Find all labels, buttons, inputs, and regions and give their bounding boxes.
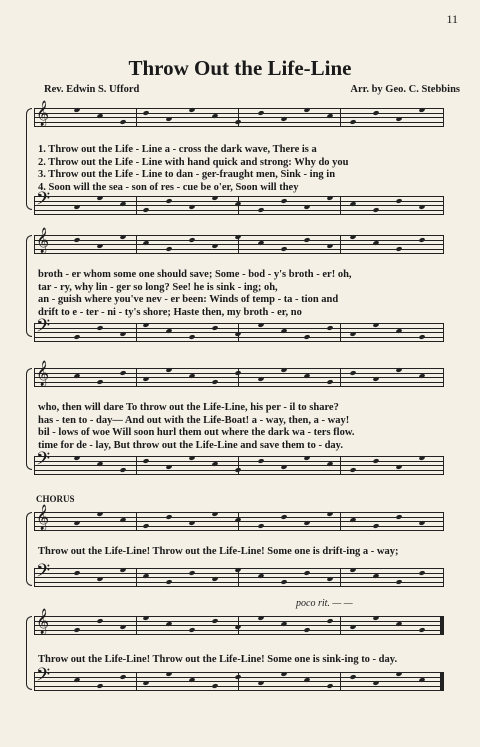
note-head bbox=[257, 110, 264, 116]
staff-line bbox=[34, 341, 444, 342]
bar-line bbox=[340, 456, 341, 474]
bar-line bbox=[136, 235, 137, 253]
note-head bbox=[349, 119, 356, 125]
note-head bbox=[234, 674, 241, 680]
note-head bbox=[326, 379, 333, 385]
note-head bbox=[165, 198, 172, 204]
bar-line bbox=[136, 568, 137, 586]
note-head bbox=[280, 198, 287, 204]
staff-line bbox=[34, 244, 444, 245]
note-head bbox=[303, 570, 310, 576]
bar-line bbox=[443, 368, 444, 386]
note-head bbox=[372, 523, 379, 529]
note-head bbox=[142, 523, 149, 529]
note-head bbox=[211, 379, 218, 385]
bar-line bbox=[443, 672, 444, 690]
staff-line bbox=[34, 386, 444, 387]
staff-line bbox=[34, 586, 444, 587]
bar-line bbox=[34, 323, 35, 341]
note-head bbox=[234, 119, 241, 125]
bar-line bbox=[340, 672, 341, 690]
lyric-line: 1. Throw out the Life - Line a - cross the dark wave, There is a bbox=[38, 144, 317, 155]
staff-line bbox=[34, 377, 444, 378]
staff-line bbox=[34, 323, 444, 324]
verse-lyrics bbox=[38, 144, 444, 194]
bar-line bbox=[34, 568, 35, 586]
staff-line bbox=[34, 686, 444, 687]
bar-line bbox=[340, 108, 341, 126]
bar-line bbox=[34, 235, 35, 253]
bar-line bbox=[34, 512, 35, 530]
lyric-line: an - guish where you've nev - er been: Winds of temp - ta - tion and bbox=[38, 294, 339, 305]
staff-line bbox=[34, 616, 444, 617]
note-head bbox=[395, 246, 402, 252]
system-brace bbox=[26, 512, 32, 586]
treble-clef-icon: 𝄞 bbox=[36, 360, 50, 385]
bass-staff bbox=[34, 560, 444, 586]
note-head bbox=[257, 207, 264, 213]
note-head bbox=[418, 677, 425, 683]
verse-lyrics bbox=[38, 402, 444, 452]
bar-line bbox=[443, 568, 444, 586]
bar-line bbox=[340, 235, 341, 253]
bar-line bbox=[34, 456, 35, 474]
note-head bbox=[142, 458, 149, 464]
staff-line bbox=[34, 368, 444, 369]
bass-clef-icon: 𝄢 bbox=[36, 448, 51, 473]
chorus-label: CHORUS bbox=[36, 494, 75, 504]
note-head bbox=[349, 517, 356, 523]
treble-staff bbox=[34, 227, 444, 253]
note-head bbox=[96, 325, 103, 331]
bar-line bbox=[136, 672, 137, 690]
bar-line bbox=[34, 196, 35, 214]
note-head bbox=[96, 113, 103, 119]
lyricist-credit: Rev. Edwin S. Ufford bbox=[44, 84, 140, 95]
staff-line bbox=[34, 456, 444, 457]
note-head bbox=[280, 579, 287, 585]
bar-line bbox=[136, 323, 137, 341]
note-head bbox=[349, 467, 356, 473]
system-brace bbox=[26, 616, 32, 690]
bar-line bbox=[443, 512, 444, 530]
note-head bbox=[395, 328, 402, 334]
staff-line bbox=[34, 461, 444, 462]
note-head bbox=[372, 110, 379, 116]
note-head bbox=[142, 573, 149, 579]
arranger-credit: Arr. by Geo. C. Stebbins bbox=[350, 84, 460, 95]
note-head bbox=[395, 198, 402, 204]
bass-clef-icon: 𝄢 bbox=[36, 560, 51, 585]
note-head bbox=[188, 677, 195, 683]
note-head bbox=[73, 334, 80, 340]
note-head bbox=[326, 461, 333, 467]
note-head bbox=[280, 246, 287, 252]
note-head bbox=[211, 325, 218, 331]
staff-line bbox=[34, 113, 444, 114]
note-head bbox=[349, 674, 356, 680]
bass-staff bbox=[34, 315, 444, 341]
system-brace bbox=[26, 108, 32, 210]
chorus-lyrics bbox=[38, 546, 444, 559]
note-head bbox=[73, 627, 80, 633]
note-head bbox=[372, 240, 379, 246]
staff-line bbox=[34, 214, 444, 215]
page-number: 11 bbox=[446, 12, 458, 26]
note-head bbox=[188, 373, 195, 379]
staff-line bbox=[34, 577, 444, 578]
note-head bbox=[303, 373, 310, 379]
note-head bbox=[96, 618, 103, 624]
treble-staff bbox=[34, 504, 444, 530]
staff-line bbox=[34, 210, 444, 211]
note-head bbox=[234, 467, 241, 473]
note-head bbox=[73, 373, 80, 379]
staff-line bbox=[34, 253, 444, 254]
bar-line bbox=[34, 368, 35, 386]
staff-line bbox=[34, 126, 444, 127]
bar-line bbox=[136, 196, 137, 214]
bar-line bbox=[340, 512, 341, 530]
lyric-line: 2. Throw out the Life - Line with hand quick and strong: Why do you bbox=[38, 156, 349, 168]
staff-line bbox=[34, 240, 444, 241]
note-head bbox=[326, 325, 333, 331]
note-head bbox=[257, 523, 264, 529]
note-head bbox=[303, 334, 310, 340]
note-head bbox=[119, 119, 126, 125]
staff-line bbox=[34, 474, 444, 475]
lyric-line: who, then will dare To throw out the Life-Line, his per - il to share? bbox=[38, 402, 339, 413]
note-head bbox=[165, 328, 172, 334]
lyric-line: bil - lows of woe Will soon hurl them out where the dark wa - ters flow. bbox=[38, 427, 355, 438]
treble-clef-icon: 𝄞 bbox=[36, 608, 50, 633]
staff-line bbox=[34, 117, 444, 118]
note-head bbox=[119, 674, 126, 680]
note-head bbox=[188, 570, 195, 576]
staff-line bbox=[34, 672, 444, 673]
note-head bbox=[280, 514, 287, 520]
hymn-title: Throw Out the Life-Line bbox=[128, 56, 352, 80]
bar-line bbox=[136, 108, 137, 126]
note-head bbox=[96, 461, 103, 467]
note-head bbox=[326, 683, 333, 689]
bar-line bbox=[443, 616, 444, 634]
staff-line bbox=[34, 634, 444, 635]
note-head bbox=[257, 573, 264, 579]
note-head bbox=[234, 517, 241, 523]
staff-line bbox=[34, 465, 444, 466]
note-head bbox=[395, 514, 402, 520]
lyric-line: Throw out the Life-Line! Throw out the Life-Line! Some one is drift-ing a - way; bbox=[38, 546, 399, 557]
note-head bbox=[142, 110, 149, 116]
lyric-line: 4. Soon will the sea - son of res - cue be o'er, Soon will they bbox=[38, 181, 299, 193]
note-head bbox=[119, 517, 126, 523]
note-head bbox=[119, 370, 126, 376]
bar-line bbox=[34, 616, 35, 634]
treble-staff bbox=[34, 608, 444, 634]
staff-line bbox=[34, 526, 444, 527]
lyric-line: has - ten to - day— And out with the Life-Boat! a - way, then, a - way! bbox=[38, 414, 350, 426]
note-head bbox=[211, 113, 218, 119]
note-head bbox=[418, 570, 425, 576]
bar-line bbox=[340, 568, 341, 586]
staff-line bbox=[34, 382, 444, 383]
note-head bbox=[349, 370, 356, 376]
note-head bbox=[395, 579, 402, 585]
treble-clef-icon: 𝄞 bbox=[36, 227, 50, 252]
note-head bbox=[303, 237, 310, 243]
staff-line bbox=[34, 108, 444, 109]
bar-line bbox=[340, 616, 341, 634]
note-head bbox=[165, 579, 172, 585]
note-head bbox=[326, 618, 333, 624]
chorus-lyrics bbox=[38, 654, 444, 667]
treble-staff bbox=[34, 360, 444, 386]
note-head bbox=[188, 334, 195, 340]
note-head bbox=[418, 373, 425, 379]
final-bar-line bbox=[440, 616, 443, 634]
final-bar-line bbox=[440, 672, 443, 690]
bar-line bbox=[34, 108, 35, 126]
bar-line bbox=[443, 196, 444, 214]
staff-line bbox=[34, 530, 444, 531]
treble-clef-icon: 𝄞 bbox=[36, 504, 50, 529]
lyric-line: tar - ry, why lin - ger so long? See! he is sink - ing; oh, bbox=[38, 281, 278, 293]
bar-line bbox=[340, 368, 341, 386]
staff-line bbox=[34, 630, 444, 631]
bar-line bbox=[443, 108, 444, 126]
note-head bbox=[418, 627, 425, 633]
bar-line bbox=[136, 512, 137, 530]
tempo-mark: poco rit. — — bbox=[296, 598, 353, 609]
note-head bbox=[211, 683, 218, 689]
note-head bbox=[73, 237, 80, 243]
staff-line bbox=[34, 196, 444, 197]
note-head bbox=[119, 201, 126, 207]
bar-line bbox=[443, 235, 444, 253]
note-head bbox=[326, 113, 333, 119]
staff-line bbox=[34, 681, 444, 682]
note-head bbox=[418, 334, 425, 340]
note-head bbox=[188, 237, 195, 243]
note-head bbox=[280, 328, 287, 334]
note-head bbox=[349, 201, 356, 207]
note-head bbox=[96, 379, 103, 385]
bar-line bbox=[443, 323, 444, 341]
system-brace bbox=[26, 235, 32, 337]
note-head bbox=[303, 627, 310, 633]
note-head bbox=[257, 240, 264, 246]
system-brace bbox=[26, 368, 32, 470]
lyric-line: 3. Throw out the Life - Line to dan - ger-fraught men, Sink - ing in bbox=[38, 169, 336, 180]
note-head bbox=[303, 677, 310, 683]
bass-clef-icon: 𝄢 bbox=[36, 188, 51, 213]
treble-clef-icon: 𝄞 bbox=[36, 100, 50, 125]
note-head bbox=[73, 570, 80, 576]
treble-staff bbox=[34, 100, 444, 126]
bass-staff bbox=[34, 188, 444, 214]
note-head bbox=[418, 237, 425, 243]
bar-line bbox=[340, 196, 341, 214]
lyric-line: time for de - lay, But throw out the Life-Line and save them to - day. bbox=[38, 439, 343, 451]
verse-lyrics bbox=[38, 269, 444, 319]
lyric-line: broth - er whom some one should save; Some - bod - y's broth - er! oh, bbox=[38, 269, 352, 280]
note-head bbox=[372, 458, 379, 464]
bar-line bbox=[443, 456, 444, 474]
note-head bbox=[188, 627, 195, 633]
note-head bbox=[257, 458, 264, 464]
bar-line bbox=[136, 616, 137, 634]
staff-line bbox=[34, 328, 444, 329]
note-head bbox=[372, 207, 379, 213]
staff-line bbox=[34, 621, 444, 622]
note-head bbox=[280, 621, 287, 627]
note-head bbox=[165, 514, 172, 520]
lyric-line: drift to e - ter - ni - ty's shore; Haste then, my broth - er, no bbox=[38, 306, 302, 318]
note-head bbox=[395, 621, 402, 627]
staff-line bbox=[34, 582, 444, 583]
note-head bbox=[234, 370, 241, 376]
note-head bbox=[96, 683, 103, 689]
note-head bbox=[142, 207, 149, 213]
note-head bbox=[165, 246, 172, 252]
note-head bbox=[211, 618, 218, 624]
lyric-line: Throw out the Life-Line! Throw out the Life-Line! Some one is sink-ing to - day. bbox=[38, 654, 398, 665]
bar-line bbox=[136, 456, 137, 474]
staff-line bbox=[34, 249, 444, 250]
note-head bbox=[73, 677, 80, 683]
bass-staff bbox=[34, 448, 444, 474]
note-head bbox=[142, 240, 149, 246]
bar-line bbox=[136, 368, 137, 386]
note-head bbox=[234, 201, 241, 207]
bar-line bbox=[34, 672, 35, 690]
note-head bbox=[211, 461, 218, 467]
note-head bbox=[372, 573, 379, 579]
staff-line bbox=[34, 573, 444, 574]
note-head bbox=[119, 467, 126, 473]
bass-clef-icon: 𝄢 bbox=[36, 664, 51, 689]
bar-line bbox=[340, 323, 341, 341]
bass-clef-icon: 𝄢 bbox=[36, 315, 51, 340]
bass-staff bbox=[34, 664, 444, 690]
staff-line bbox=[34, 512, 444, 513]
staff-line bbox=[34, 337, 444, 338]
note-head bbox=[165, 621, 172, 627]
staff-line bbox=[34, 690, 444, 691]
